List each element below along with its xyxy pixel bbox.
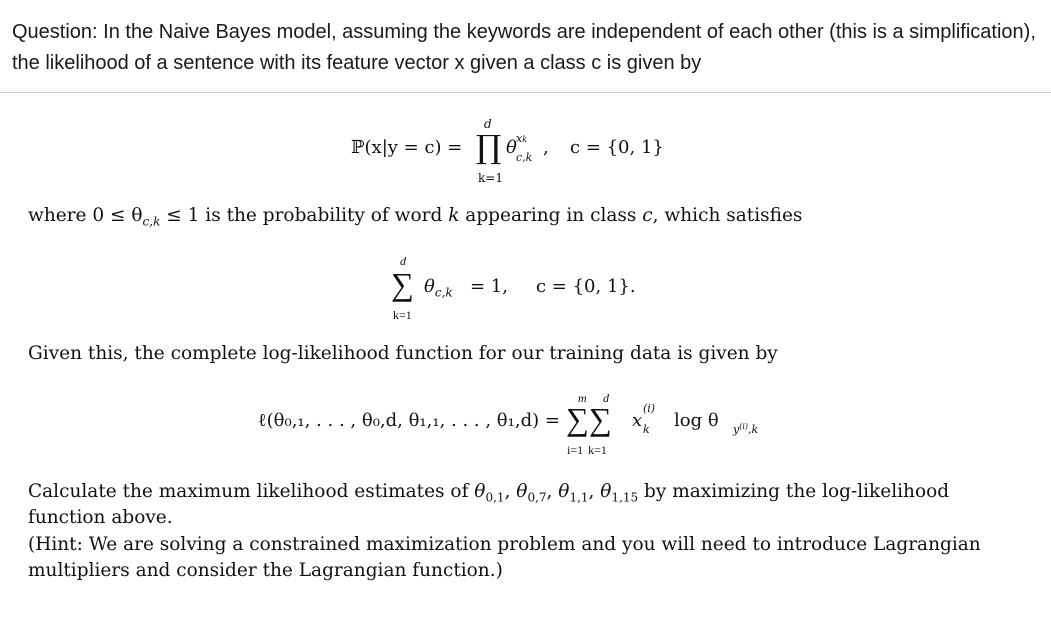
- eq2-upper-limit: d: [400, 254, 406, 268]
- eq3-x-sub: k: [643, 423, 650, 436]
- theta-symbol: θ: [506, 137, 517, 158]
- eq3-log-theta: log θ: [674, 410, 719, 431]
- calculate-text: Calculate the maximum likelihood estimates of $\theta_{0,1}$, $\theta_{0,7}$, $\theta_{1,1}$, $\theta_{1,15}$ by maximizing the log-likelihood function above.: [28, 481, 950, 528]
- divider: [0, 92, 1051, 93]
- hint-text: (Hint: We are solving a constrained maximization problem and you will need to introduce Lagrangian multipliers and consider the Lagrangian function.): [28, 534, 981, 581]
- eq2-condition: c = {0, 1}.: [536, 276, 636, 297]
- double-sum-symbol: ∑∑: [566, 401, 612, 437]
- eq1-comma: ,: [543, 137, 549, 158]
- where-line: where $0 \le \theta_{c,k} \le 1$ is the probability of word k appearing in class c, which satisfies: [28, 205, 803, 229]
- eq1-lower-limit: k=1: [478, 171, 503, 185]
- question-text: [12, 17, 1037, 79]
- eq2-rhs: = 1,: [470, 276, 508, 297]
- given-line: Given this, the complete log-likelihood function for our training data is given by: [28, 343, 778, 364]
- eq3-lower-limits: i=1 k=1: [567, 443, 607, 457]
- product-symbol: ∏: [476, 128, 502, 166]
- sum-symbol: ∑: [391, 266, 414, 302]
- eq3-x-sup: (i): [643, 402, 656, 415]
- eq1-term-sub: c,k: [516, 151, 533, 164]
- eq3-upper-d: d: [603, 391, 609, 405]
- eq1-lhs: ℙ(x|y = c) =: [351, 137, 463, 158]
- question-body: In the Naive Bayes model, assuming the keywords are independent of each other (this is a simplification), the likelihood of a sentence with its feature vector x given a class c is given by: [12, 21, 1036, 74]
- eq2-term: $\theta_{c,k}$: [424, 276, 453, 300]
- eq3-upper-m: m: [578, 391, 587, 405]
- eq3-x: x: [632, 410, 643, 431]
- eq3-theta-sub: $y^{(i)},k$: [733, 422, 759, 436]
- eq2-lower-limit: k=1: [393, 308, 412, 322]
- eq1-condition: c = {0, 1}: [570, 137, 664, 158]
- eq1-upper-limit: d: [484, 117, 492, 131]
- where-prefix: where 0 ≤ θ: [28, 205, 143, 226]
- eq1-term-sup: xk: [516, 132, 528, 145]
- eq3-lhs: ℓ(θ₀,₁, . . . , θ₀,d, θ₁,₁, . . . , θ₁,d) =: [258, 410, 560, 431]
- question-label: Question:: [12, 21, 98, 43]
